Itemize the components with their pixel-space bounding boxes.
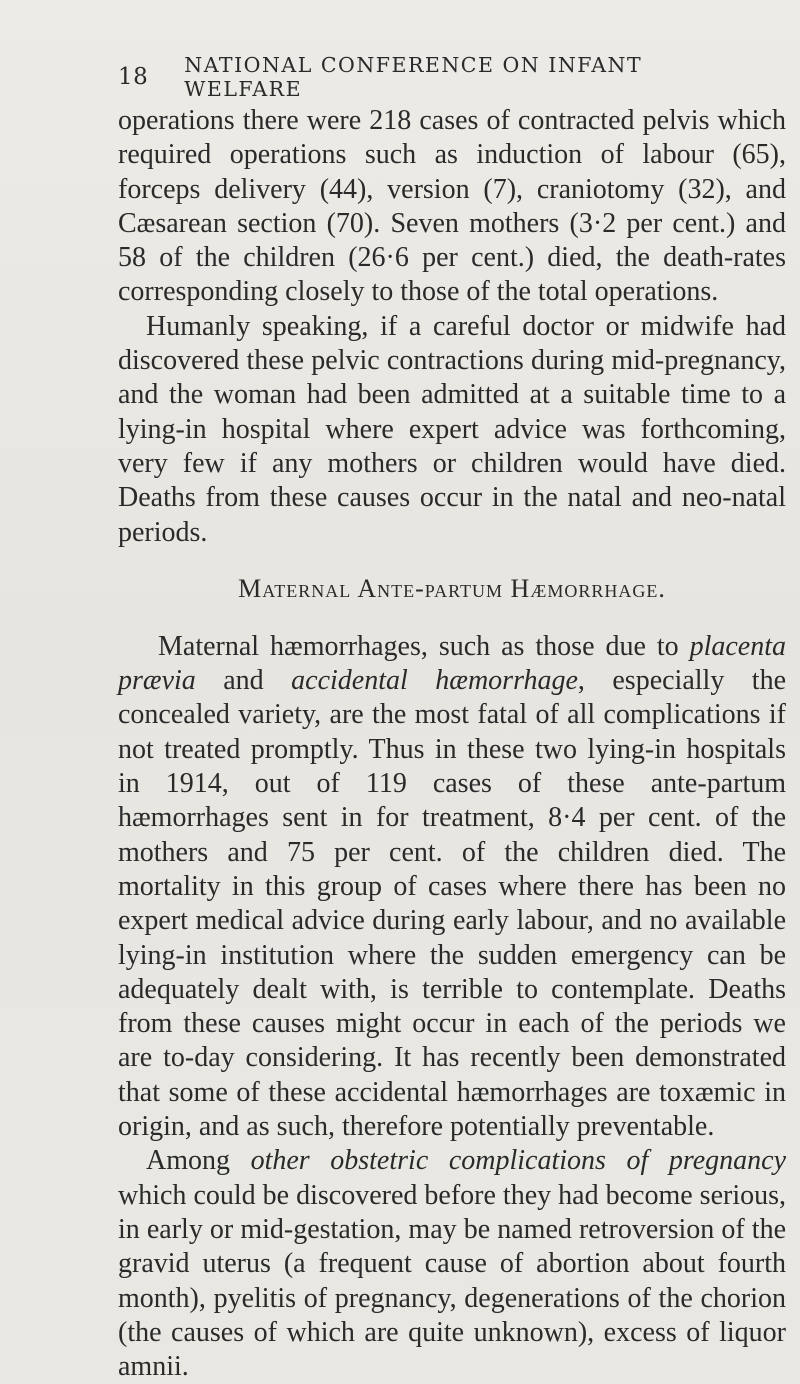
page-number: 18 xyxy=(118,64,149,90)
italic-term: accidental hæmorrhage xyxy=(291,665,578,697)
paragraph-maternal-haemorrhages xyxy=(118,630,786,1144)
text-run: and xyxy=(195,665,292,697)
paragraph-other-complications xyxy=(118,1144,786,1384)
body-text xyxy=(118,104,786,1384)
paragraph-continuation: operations there were 218 cases of contracted pelvis which required operations such as induction of labour (65), forceps delivery (44), version (7), craniotomy (32), and Cæsarean section (70). Seven mothers (3·2 per cent.) and 58 of the children (26·6 per cent.) died, the death-rates corresponding closely to those of the total operations. xyxy=(118,105,786,308)
paragraph-humanly-speaking: Humanly speaking, if a careful doctor or midwife had discovered these pelvic contractions during mid-pregnancy, and the woman had been admitted at a suitable time to a lying-in hospital where expert advice was forthcoming, very few if any mothers or children would have died. Deaths from these causes occur in the natal and neo-natal periods. xyxy=(118,310,786,548)
section-heading: Maternal Ante-partum Hæmorrhage. xyxy=(238,573,666,603)
text-run: which could be discovered before they had become serious, in early or mid-gestation, may be named retroversion of the gravid uterus (a frequent cause of abortion about fourth month), pyelitis of pregnancy, degenerations of the chorion (the causes of which are quite unknown), excess of liquor amnii. xyxy=(118,1179,786,1383)
text-run: Among xyxy=(146,1145,251,1177)
italic-term: other obstetric complications of pregnancy xyxy=(250,1145,786,1177)
italic-term: placenta prævia xyxy=(118,630,786,697)
running-head: NATIONAL CONFERENCE ON INFANT WELFARE xyxy=(184,53,643,101)
text-run: Maternal hæmorrhages, such as those due to xyxy=(158,630,690,662)
text-run: , especially the concealed variety, are the most fatal of all complications if not treated promptly. Thus in these two lying-in hospitals in 1914, out of 119 cases of these ante-partum hæmorrhages sent in for treatment, 8·4 per cent. of the mothers and 75 per cent. of the children died. The mortality in this group of cases where there has been no expert medical advice during early labour, and no available lying-in institution where the sudden emergency can be adequately dealt with, is terrible to contemplate. Deaths from these causes might occur in each of the periods we are to-day considering. It has recently been demonstrated that some of these accidental hæmorrhages are toxæmic in origin, and as such, therefore potentially preventable. xyxy=(118,665,786,1143)
page-header xyxy=(118,53,760,101)
